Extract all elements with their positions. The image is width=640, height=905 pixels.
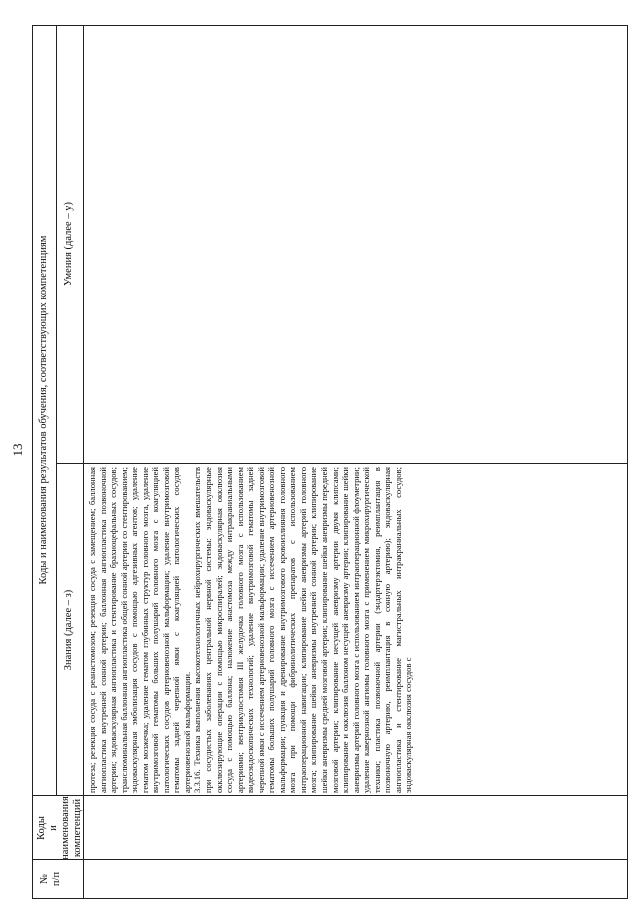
competency-table [32, 25, 628, 899]
knowledge-text: протеза; резекция сосуда с реанастомозом; резекция сосуда с замещением; баллонная ангиопластика внутренней сонной артерии; баллонная ангиопластика позвоночной артерии; эндоваскулярная ангиопластика и стентирование брахиоцефальных сосудов; транслюминальная баллонная ангиопластика общей сонной артерии со стентированием; эндоваскулярная эмболизация сосудов с помощью адгезивных агентов; удаление гематом мозжечка; удаление гематом глубинных структур головного мозга, удаление внутримозговой гематомы больших полушарий головного мозга с коагуляцией патологических сосудов артериовенозной мальформации; удаление внутримозговой гематомы задней черепной ямки с коагуляцией патологических сосудов артериовенозной мальформации. 3.3.16. Техника выполнения высокотехнологичных нейрохирургических вмешательств при сосудистых заболеваниях центральной нервной системы: эндоваскулярные окклюзирующие операции с помощью микроспиралей; эндоваскулярная окклюзия сосуда с помощью баллона; наложение анастомоза между интракраниальными артериями; вентрикулостомия III желудочка головного мозга с использованием видеоэндоскопических технологий; удаление внутримозговой гематомы задней черепной ямки с иссечением артериовенозной мальформации; удаление внутримозговой гематомы больших полушарий головного мозга с иссечением артериовенозной мальформации; пункция и дренирование внутримозгового кровоизлияния головного мозга при помощи фибринолитических препаратов с использованием интраоперационной навигации; клипирование шейки аневризмы артерий головного мозга; клипирование шейки аневризмы внутренней сонной артерии; клипирование шейки аневризмы средней мозговой артерии; клипирование шейки аневризмы передней мозговой артерии; клипирование несущей аневризму артерии двумя клипсами; клипирование и окклюзия баллоном несущей аневризму артерии; клипирование шейки аневризмы артерий головного мозга с использованием интраоперационной флоуметрии; удаление кавернозной ангиомы головного мозга с применением микрохирургической техники; пластика позвоночной артерии (эндартерэктомия, реимплантация в позвоночную артерию, реимплантация в сонную артерию); эндоваскулярная ангиопластика и стентирование магистральных интракраниальных сосудов; эндоваскулярная окклюзия сосудов с [87, 467, 414, 793]
header-competency-codes: Коды и наименования компетенций [36, 796, 83, 860]
skills-text [84, 24, 628, 464]
header-results-group: Коды и наименования результатов обучения, соответствующих компетенциям [38, 235, 49, 585]
row-competency-codes [84, 796, 628, 860]
header-divider [56, 26, 57, 796]
row-number [84, 860, 628, 898]
header-knowledge: Знания (далее – з) [63, 589, 74, 671]
header-number: № п/п [39, 871, 62, 887]
page-number: 13 [10, 443, 25, 457]
header-skills: Умения (далее – у) [63, 202, 74, 286]
